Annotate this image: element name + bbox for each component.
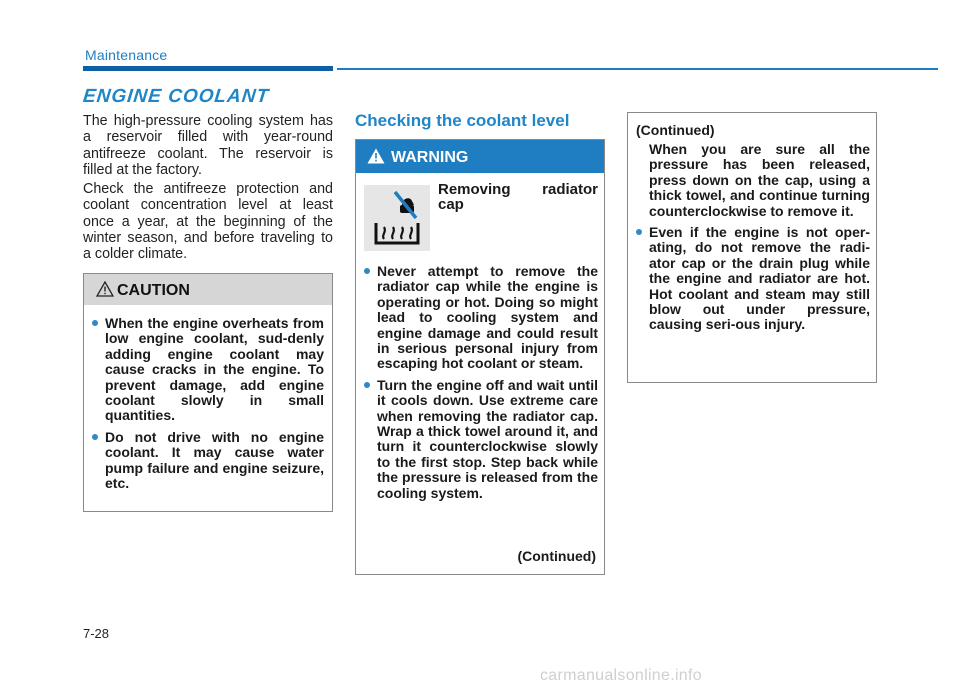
warning-subtitle: Removing radiator cap: [438, 181, 598, 213]
caution-title: CAUTION: [117, 282, 190, 299]
hot-radiator-icon: [364, 185, 430, 251]
warning-triangle-icon: [96, 281, 114, 297]
caution-box: [83, 273, 333, 512]
caution-list: [92, 316, 324, 497]
warning-list: [364, 264, 598, 507]
caution-item-text: Do not drive with no engine coolant. It may cause water pump failure and engine seizure, etc.: [105, 428, 324, 492]
warning-item-text: Never attempt to remove the radiator cap while the engine is operating or hot. Doing so might lead to cooling system and engine damage and could result in serious personal injury from escaping hot coolant or steam.: [377, 263, 598, 372]
intro-paragraph: The high-pressure cooling system has a reservoir filled with year-round antifreeze coolant. The reservoir is filled at the factory.: [83, 113, 333, 178]
warning-box: [355, 139, 605, 575]
continued-label: (Continued): [517, 548, 596, 564]
continued-box: [627, 112, 877, 383]
bullet-icon: [364, 382, 370, 388]
continued-paragraph: When you are sure all the pressure has been released, press down on the cap, using a thick towel, and continue turning counterclockwise to remove it.: [649, 141, 870, 219]
bullet-icon: [364, 268, 370, 274]
intro-paragraph-2: Check the antifreeze protection and coolant concentration level at least once a year, at the beginning of the winter season, and before traveling to a colder climate.: [83, 181, 333, 263]
list-item: [636, 225, 870, 333]
bullet-icon: [636, 229, 642, 235]
section-heading: Checking the coolant level: [355, 111, 570, 130]
caution-item-text: When the engine overheats from low engine coolant, sud-denly adding engine coolant may cause cracks in the engine. To prevent damage, add engine coolant slowly in small quantities.: [105, 315, 324, 424]
continued-list: [636, 142, 870, 339]
header-bar: [83, 66, 333, 71]
header-rule: [337, 68, 938, 70]
page-title: ENGINE COOLANT: [81, 86, 271, 107]
list-item: [92, 430, 324, 492]
warning-title: WARNING: [391, 149, 469, 166]
warning-triangle-icon: [367, 148, 385, 164]
section-label: Maintenance: [85, 47, 168, 63]
bullet-icon: [92, 434, 98, 440]
warning-item-text: Turn the engine off and wait until it cools down. Use extreme care when removing the radiator cap. Wrap a thick towel around it, and turn it counterclockwise slowly to the first stop. Step back while the pressure is released from the cooling system.: [377, 376, 598, 501]
bullet-icon: [92, 320, 98, 326]
list-item: [364, 378, 598, 501]
caution-header: [84, 274, 332, 305]
list-item: [92, 316, 324, 424]
warning-header: [356, 140, 604, 173]
watermark: carmanualsonline.info: [540, 667, 702, 684]
page-number: 7-28: [83, 626, 110, 641]
continued-item-text: Even if the engine is not oper-ating, do not remove the radi-ator cap or the drain plug while the engine and radiator are hot. Hot coolant and steam may still blow out under pressure, causing seri-ous injury.: [649, 224, 870, 333]
list-item: [364, 264, 598, 372]
continued-heading: (Continued): [636, 122, 715, 138]
